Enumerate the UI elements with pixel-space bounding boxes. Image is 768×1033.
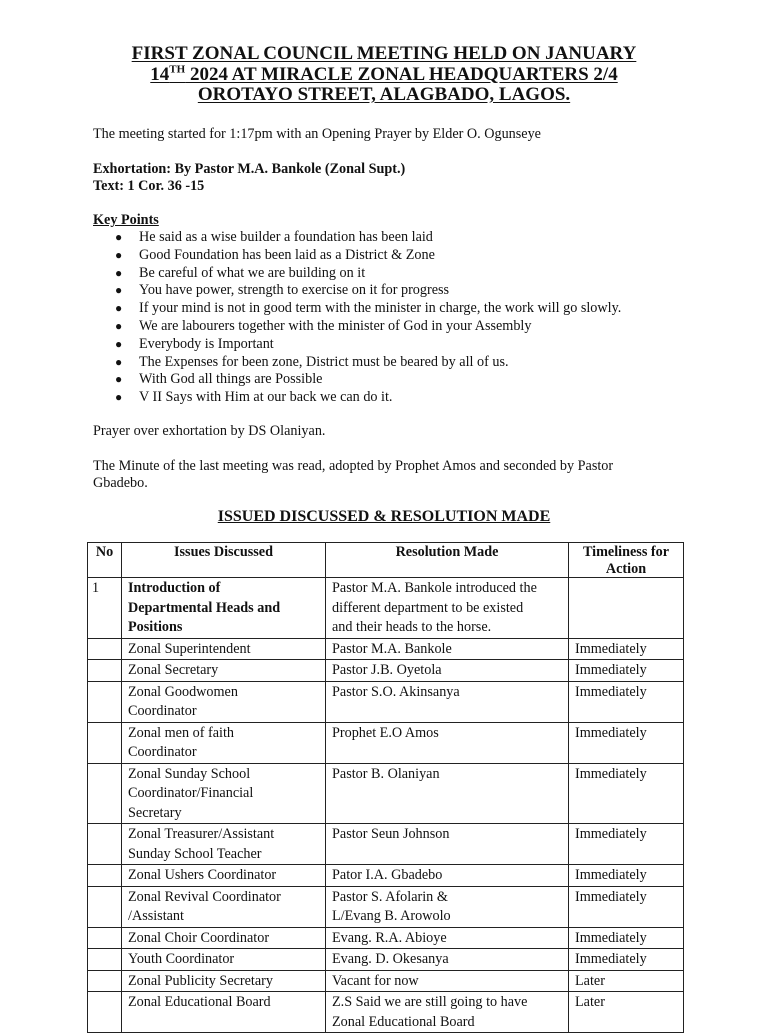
table-row (88, 970, 684, 992)
cell-issue (122, 763, 326, 824)
cell-no (88, 681, 122, 722)
cell-resolution-line: Vacant for now (332, 972, 419, 989)
cell-no (88, 763, 122, 824)
header-timeliness-line-1: Timeliness for (582, 544, 670, 560)
header-no: No (88, 543, 122, 578)
cell-issue-line: Youth Coordinator (128, 951, 235, 967)
title-line-2 (60, 65, 708, 86)
cell-resolution-line: Prophet E.O Amos (332, 724, 439, 741)
cell-resolution (326, 949, 569, 971)
title-line-2-rest: 2024 AT MIRACLE ZONAL HEADQUARTERS 2/4 (185, 63, 618, 85)
table-row (88, 949, 684, 971)
cell-resolution (326, 722, 569, 763)
cell-no: 1 (88, 578, 122, 639)
cell-resolution (326, 660, 569, 682)
bullet-icon: ● (115, 354, 123, 369)
header-issues: Issues Discussed (122, 543, 326, 578)
cell-resolution (326, 886, 569, 927)
cell-issue-line: Coordinator (128, 703, 197, 719)
opening-statement: The meeting started for 1:17pm with an Opening Prayer by Elder O. Ogunseye (93, 126, 541, 142)
key-point-text: The Expenses for been zone, District must be beared by all of us. (139, 353, 509, 370)
key-point-item (93, 229, 693, 247)
table-row (88, 865, 684, 887)
bullet-icon: ● (115, 390, 123, 405)
key-point-item (93, 247, 693, 265)
cell-no (88, 824, 122, 865)
table-row (88, 992, 684, 1033)
key-point-text: Good Foundation has been laid as a District & Zone (139, 246, 435, 263)
cell-timeliness: Immediately (569, 865, 684, 887)
cell-timeliness: Later (569, 970, 684, 992)
cell-resolution-line: Pastor J.B. Oyetola (332, 662, 442, 678)
cell-issue (122, 970, 326, 992)
table-row (88, 660, 684, 682)
cell-issue-line: Zonal Sunday School (128, 765, 251, 782)
cell-issue-line: Zonal Treasurer/Assistant (128, 826, 275, 842)
cell-resolution-line: different department to be existed (332, 599, 524, 616)
table-row (88, 578, 684, 639)
table-row (88, 886, 684, 927)
cell-issue (122, 865, 326, 887)
cell-issue-line: Zonal men of faith (128, 724, 234, 741)
cell-issue-line: Zonal Revival Coordinator (128, 888, 281, 905)
table-row (88, 927, 684, 949)
cell-issue (122, 824, 326, 865)
cell-issue-line: Coordinator/Financial (128, 785, 254, 801)
bullet-icon: ● (115, 230, 123, 244)
table-row (88, 763, 684, 824)
cell-issue (122, 638, 326, 660)
table-row (88, 638, 684, 660)
key-point-text: With God all things are Possible (139, 371, 323, 388)
title-date-day: 14 (150, 63, 170, 85)
cell-resolution (326, 763, 569, 824)
bullet-icon: ● (115, 318, 123, 333)
cell-timeliness: Immediately (569, 763, 684, 824)
table-row (88, 824, 684, 865)
cell-issue-line: Zonal Goodwomen (128, 683, 238, 700)
minute-line-1: The Minute of the last meeting was read, adopted by Prophet Amos and seconded by Pastor (93, 458, 614, 474)
key-points-list (93, 229, 693, 407)
bullet-icon: ● (115, 372, 123, 387)
cell-resolution-line: Pastor B. Olaniyan (332, 765, 440, 782)
bullet-icon: ● (115, 336, 123, 351)
minute-line-2: Gbadebo. (93, 475, 148, 491)
title-line-3: OROTAYO STREET, ALAGBADO, LAGOS. (197, 84, 571, 105)
key-point-text: You have power, strength to exercise on it for progress (139, 282, 450, 299)
cell-timeliness: Immediately (569, 886, 684, 927)
table-row (88, 722, 684, 763)
key-point-text: He said as a wise builder a foundation has been laid (139, 229, 433, 245)
cell-issue-line: Zonal Educational Board (128, 994, 271, 1010)
cell-resolution-line: L/Evang B. Arowolo (332, 908, 451, 924)
cell-issue (122, 992, 326, 1033)
document-title (60, 44, 708, 106)
cell-resolution (326, 824, 569, 865)
title-line-1: FIRST ZONAL COUNCIL MEETING HELD ON JANUARY (131, 43, 637, 64)
cell-timeliness: Immediately (569, 824, 684, 865)
bullet-icon: ● (115, 265, 123, 280)
cell-issue-line: /Assistant (128, 908, 184, 924)
cell-issue (122, 660, 326, 682)
cell-no (88, 660, 122, 682)
prayer-statement: Prayer over exhortation by DS Olaniyan. (93, 423, 326, 439)
cell-issue-line: Zonal Choir Coordinator (128, 929, 270, 946)
cell-issue-line: Coordinator (128, 744, 197, 760)
cell-resolution (326, 927, 569, 949)
cell-resolution (326, 992, 569, 1033)
cell-issue-line: Zonal Secretary (128, 662, 219, 678)
cell-issue (122, 886, 326, 927)
key-point-text: V II Says with Him at our back we can do it. (139, 389, 393, 406)
cell-issue (122, 949, 326, 971)
cell-no (88, 970, 122, 992)
cell-timeliness: Immediately (569, 927, 684, 949)
cell-resolution-line: Pastor S. Afolarin & (332, 888, 448, 905)
cell-resolution (326, 681, 569, 722)
cell-no (88, 886, 122, 927)
cell-resolution-line: Pastor M.A. Bankole introduced the (332, 580, 537, 596)
cell-no (88, 722, 122, 763)
cell-issue-line: Secretary (128, 804, 182, 821)
bullet-icon: ● (115, 301, 123, 316)
cell-no (88, 927, 122, 949)
cell-resolution-line: Pastor M.A. Bankole (332, 640, 452, 657)
key-point-item (93, 282, 693, 300)
cell-timeliness (569, 578, 684, 639)
bullet-icon: ● (115, 247, 123, 262)
cell-no (88, 865, 122, 887)
cell-issue-line: Sunday School Teacher (128, 845, 262, 862)
cell-issue-line: Zonal Superintendent (128, 640, 251, 657)
cell-no (88, 949, 122, 971)
key-point-item (93, 300, 693, 318)
key-points-heading: Key Points (93, 212, 159, 228)
cell-resolution (326, 578, 569, 639)
cell-resolution (326, 970, 569, 992)
cell-no (88, 638, 122, 660)
cell-no (88, 992, 122, 1033)
cell-issue-line: Zonal Ushers Coordinator (128, 867, 277, 883)
resolution-table (87, 542, 684, 1033)
cell-issue-line: Positions (128, 619, 183, 635)
key-point-item (93, 318, 693, 336)
cell-resolution-line: Z.S Said we are still going to have (332, 994, 528, 1010)
cell-issue-line: Zonal Publicity Secretary (128, 972, 273, 989)
cell-timeliness: Later (569, 992, 684, 1033)
cell-timeliness: Immediately (569, 638, 684, 660)
cell-issue-line: Departmental Heads and (128, 599, 281, 616)
section-title: ISSUED DISCUSSED & RESOLUTION MADE (217, 508, 551, 525)
header-timeliness (569, 543, 684, 578)
key-point-item (93, 389, 693, 407)
cell-resolution-line: and their heads to the horse. (332, 619, 492, 635)
table-header-row (88, 543, 684, 578)
cell-resolution-line: Evang. R.A. Abioye (332, 929, 447, 946)
exhortation-by: Exhortation: By Pastor M.A. Bankole (Zonal Supt.) (93, 161, 406, 177)
key-point-text: We are labourers together with the minister of God in your Assembly (139, 317, 532, 334)
cell-timeliness: Immediately (569, 681, 684, 722)
cell-issue (122, 927, 326, 949)
cell-resolution-line: Zonal Educational Board (332, 1013, 475, 1030)
cell-resolution (326, 865, 569, 887)
cell-resolution (326, 638, 569, 660)
cell-issue (122, 681, 326, 722)
key-point-item (93, 354, 693, 372)
header-resolution: Resolution Made (326, 543, 569, 578)
key-point-text: If your mind is not in good term with the minister in charge, the work will go slowly. (139, 300, 622, 317)
key-point-text: Everybody is Important (139, 335, 274, 352)
header-timeliness-line-2: Action (605, 560, 647, 577)
exhortation-text: Text: 1 Cor. 36 -15 (93, 178, 205, 194)
key-point-item (93, 336, 693, 354)
key-point-item (93, 371, 693, 389)
key-point-text: Be careful of what we are building on it (139, 264, 366, 281)
table-body (88, 578, 684, 1033)
cell-resolution-line: Pastor Seun Johnson (332, 826, 450, 842)
table-row (88, 681, 684, 722)
title-date-suffix: TH (169, 63, 186, 76)
cell-resolution-line: Pator I.A. Gbadebo (332, 867, 443, 883)
cell-timeliness: Immediately (569, 660, 684, 682)
cell-timeliness: Immediately (569, 949, 684, 971)
cell-timeliness: Immediately (569, 722, 684, 763)
key-point-item (93, 265, 693, 283)
cell-resolution-line: Pastor S.O. Akinsanya (332, 683, 460, 700)
cell-issue (122, 578, 326, 639)
bullet-icon: ● (115, 283, 123, 298)
cell-resolution-line: Evang. D. Okesanya (332, 951, 449, 967)
cell-issue-line: Introduction of (128, 580, 221, 596)
cell-issue (122, 722, 326, 763)
